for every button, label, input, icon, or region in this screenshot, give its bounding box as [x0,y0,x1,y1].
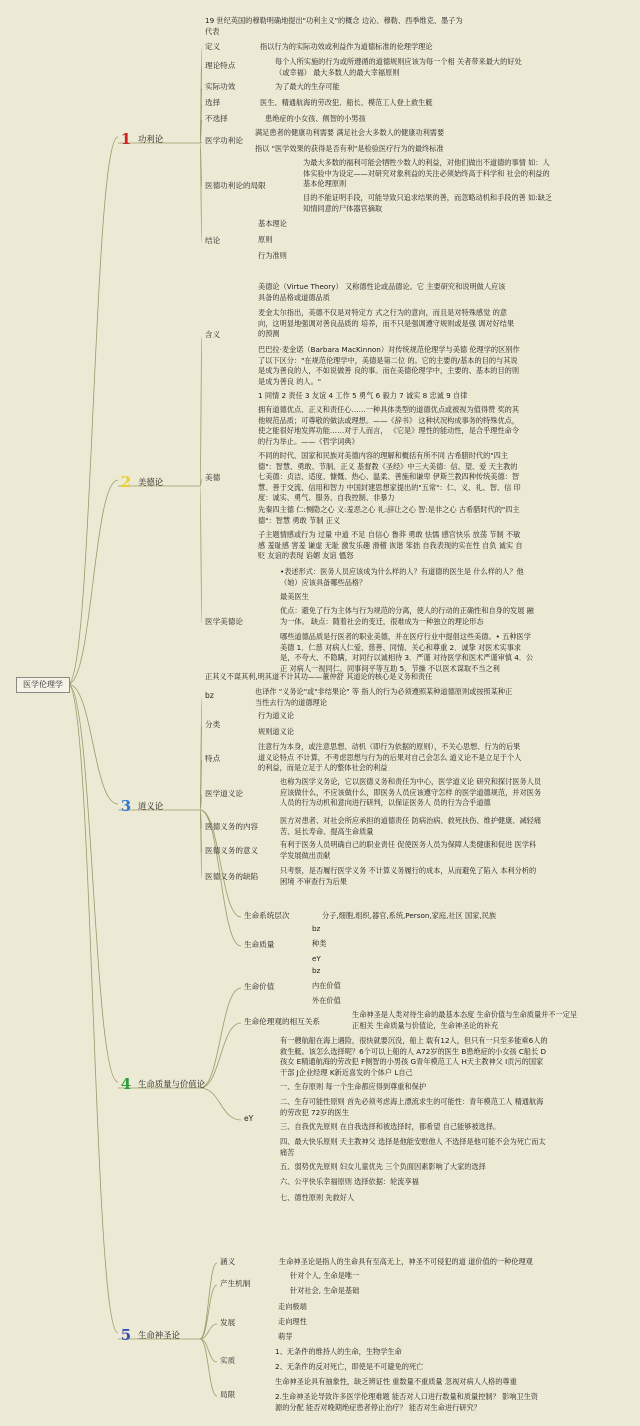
b2-virtue-1: 1 同情 2 责任 3 友谊 4 工作 5 勇气 6 毅力 7 诚实 8 忠诚 9 自律 [258,391,468,400]
b4-label-value: 生命价值 [244,982,275,991]
b1-effect: 为了最大的生存可能 [275,82,340,91]
b3-bz: 也译作 "义务论"或"非结果论" 等 指人的行为必须遵照某种道德原则或按照某种正当性去行为的道德理论 [255,687,513,707]
b3-class-1: 行为道义论 [258,711,294,720]
b5-origin-2: 针对社会, 生命是基础 [290,1286,360,1295]
b2-virtue-3: 不同的时代、国家和民族对美德内容的理解和概括有所不同 古希腊时代的"四主德"：智慧、勇敢、节制、正义 基督教《圣经》中三大美德：信、望、爱 天主教的七美德：贞洁、适度、慷慨、热心、温柔、善施和谦卑 伊斯兰教四种传统美德：智慧、善于交流、信用和智力 中国封建思想家提出的"五常"：仁、义、礼、智、信 印度：诚实、勇气、服务、自我控制、非暴力 [258,451,521,502]
b4-principle-2: 二、生存可能性原则 首先必须考虑海上漂流求生的可能性：青年模范工人 精通航海的劳改犯 72岁的医生 [280,1097,544,1117]
b2-virtue-5: 子主题情感或行为 过量 中道 不足 自信心 鲁莽 勇敢 怯懦 感官快乐 放荡 节制 不敏感 羞耻感 害羞 谦虚 无耻 激发乐趣 滑稽 诙谐 笨拙 自我表现的实在性 自负 诚实 自贬 友谊的表现 谄媚 友谊 慍怒 [258,530,523,560]
branch-sanctity [118,1326,180,1344]
branch-number: 4 [120,1075,132,1093]
b1-label-medutil: 医学功利论 [205,136,243,145]
b2-virtue-4: 先秦四主德 仁:恻隐之心 义:羞恶之心 礼:辞让之心 智:是非之心 古希腊时代的"四主德"：智慧 勇敢 节制 正义 [258,505,520,525]
b1-medutil-1: 满足患者的健康功利需要 满足社会大多数人的健康功利需要 [255,128,445,137]
b3-label-class: 分类 [205,720,221,729]
branch-label: 美德论 [138,477,164,487]
b2-medvirtue-4: 哪些道德品质是行医者的职业美德，并在医疗行业中提倡这些美德。• 五种医学美德 1．仁慈 对病人仁爱、慈善、同情、关心和尊重 2．诚挚 对医术实事求是，不夸大、不隐瞒，对同行以诚相待 3．严谨 对待医学和医术严谨审慎 4．公正 对病人一视同仁，同事间平等互助 5．节操 不以医术谋取不当之利 [280,632,534,673]
b3-feat: 注意行为本身，或注意思想、动机（即行为依据的原则），不关心思想、行为的后果 道义论特点 不计算，不考虑思想与行为的后果对自己会怎么 道义论不是立足于个人的利益，而是立足于人的整体社会的利益 [258,742,522,772]
b3-label-content: 医德义务的内容 [205,822,259,831]
branch-to-topic-line [200,988,241,1088]
b2-medvirtue-2: 最美医生 [280,592,309,601]
b1-def: 指以行为的实际功效或利益作为道德标准的伦理学理论 [260,42,433,51]
b5-dev-2: 走向理性 [278,1317,307,1326]
b1-label-theory: 理论特点 [205,61,236,70]
branch-label: 生命质量与价值论 [138,1079,205,1089]
branch-virtue [118,473,163,491]
b1-label-concl: 结论 [205,236,221,245]
b4-label-quality: 生命质量 [244,940,275,949]
b4-case: 有一艘航船在海上遇险，很快就要沉没，船上 载有12人，但只有一只至多能乘6人的救生艇。该怎么选择呢？6个可以上船的人 A72岁的医生 B患绝症的小女孩 C船长 D孩女 E精通航海的劳改犯 F侧智的小男孩 G青年模范工人 H天主教神父 I贡污的国家干部 J企业经理 K新近喜发的个体户 L自己 [280,1036,548,1077]
b1-label-choose: 选择 [205,98,221,107]
b1-label-effect: 实际功效 [205,82,236,91]
b3-meddy: 也称为医学义务论，它以医德义务和责任为中心，医学道义论 研究和探讨医务人员应该做什么，不应该做什么，即医务人员应该遵守怎样 的医学道德规范，并对医务人员的行为动机和意向进行研判，以保证医务人 员的行为合乎道德 [280,777,542,807]
b2-virtue-2: 拥有道德优点、正义和责任心……一种具体类型的道德优点或被视为值得赞 奖的其他规范品质；可尊敬的做法或理想。——《辞书》 这种状况构成事务的特殊优点，使之能很好地发挥功能……对于人而言， 《它是》理性的能动性，是合乎理性命令的行为举止。——《哲学词典》 [258,405,520,446]
b4-label-ey: eY [244,1114,254,1123]
b3-label-meaning: 医德义务的意义 [205,846,259,855]
b5-origin-1: 针对个人, 生命是唯一 [290,1271,360,1280]
b4-label-system: 生命系统层次 [244,911,290,920]
b3-flaw: 只考察，是否履行医学义务 不计算义务履行的成本，从而避免了陷入 本利分析的困境 不审查行为后果 [280,866,537,886]
b2-medvirtue-1: •表述形式：医务人员应该成为什么样的人？有道德的医生是 什么样的人？他（她）应该具备哪些品格？ [280,567,524,587]
b4-rel: 生命神圣是人类对待生命的最基本态度 生命价值与生命质量并不一定呈正相关 生命质量与价值论，生命神圣论的补充 [352,1010,578,1030]
b2-meaning-1: 美德论（Virtue Theory） 又称德性论或品德论。它 主要研究和说明做人应该 具备的品格或道德品质 [258,282,506,302]
b4-principle-4: 四、最大快乐原则 天主教神父 选择是他能安慰他人 不选择是他可能不会为死亡而太痛苦 [280,1137,546,1157]
branch-to-topic-line [200,1339,217,1396]
branch-quality-value [118,1075,205,1093]
b4-principle-3: 三、自我优先原则 在自我选择和被选择时，都希望 自己能够被选择。 [280,1122,501,1131]
b2-meaning-3: 巴巴拉·麦金诺（Barbara MacKinnon）对传统规范伦理学与美德 伦理学的区别作了以下区分："在规范伦理学中，美德是第二位 的。它的主要的/基本的目的与其说是成为善良的人，不如说做善 良的事。而在美德伦理学中，主要的、基本的目的则是成为善良 的人。" [258,345,520,386]
b3-label-feat: 特点 [205,754,221,763]
b3-class-2: 规则道义论 [258,727,294,736]
branch-to-topic-line [200,1023,241,1088]
b4-value-1: bz [312,966,321,975]
b4-value-2: 内在价值 [312,981,341,990]
branch-utilitarianism [118,130,163,148]
b5-label-origin: 产生机制 [220,1279,251,1288]
b5-dev-1: 走向极端 [278,1302,307,1311]
branch-number: 3 [120,797,132,815]
b1-choose: 医生、精通航海的劳改犯、船长、模范工人登上救生艇 [260,98,433,107]
b3-label-flaw: 医德义务的缺陷 [205,872,259,881]
root-to-branch-line [68,684,118,1333]
b4-system: 分子,细胞,组织,器官,系统,Person,家庭,社区 国家,民族 [322,911,497,920]
b5-limit-2: 2.生命神圣论导致许多医学伦理难题 能否对人口进行数量和质量控制？ 影响卫生资源的分配 能否对晚期绝症患者停止治疗？ 能否对生命进行研究？ [275,1392,538,1412]
b4-principle-1: 一、生存原则 每一个生命都应得到尊重和保护 [280,1082,427,1091]
root-node: 医学伦理学 [16,677,70,693]
b2-meaning-2: 麦金太尔指出，美德不仅是对特定方 式之行为的意向，而且是对特殊感觉 的意向，这明显地强调对善良品质的 培养，而不只是强调遵守规则或是强 调对好结果的预测 [258,308,515,338]
root-to-branch-line [68,137,118,684]
branch-label: 道义论 [138,801,164,811]
b4-value-3: 外在价值 [312,996,341,1005]
b5-label-limit: 局限 [220,1390,236,1399]
b1-medutil-2: 指以 "医学效果的获得是否有利"是检验医疗行为的最终标准 [255,144,444,153]
branch-to-topic-line [200,336,202,486]
branch-to-topic-line [200,486,202,623]
b1-theory: 每个人所实施的行为或所遵循的道德规则应该为每一个相 关者带来最大的好处（或幸福） 最大多数人的最大幸福原则 [275,57,522,77]
b4-quality-1: bz [312,924,321,933]
b5-dev-3: 萌芽 [278,1332,293,1341]
b4-label-rel: 生命伦理观的相互关系 [244,1017,320,1026]
b1-concl-2: 原则 [258,235,273,244]
b1-label-nochoose: 不选择 [205,114,228,123]
b5-essence-2: 2、无条件的反对死亡，即使是不可避免的死亡 [275,1362,424,1371]
branch-label: 功利论 [138,134,164,144]
b3-top: 正其义不谋其利,明其道不计其功——董仲舒 其道论的核心是义务和责任 [205,672,433,681]
b2-label-medvirtue: 医学美德论 [205,617,243,626]
b2-label-meaning: 含义 [205,330,221,339]
branch-number: 1 [120,130,132,148]
b3-label-bz: bz [205,691,214,700]
b1-intro: 19 世纪英国的穆勒明确地提出"功利主义"的概念 边沁、穆勒、西季维克、墨子为代表 [205,16,463,36]
branch-to-topic-line [200,1263,217,1339]
branch-to-topic-line [200,1339,217,1362]
branch-number: 2 [120,473,132,491]
b1-nochoose: 患绝症的小女孩、侧智的小男孩 [265,114,366,123]
b1-label-def: 定义 [205,42,221,51]
b5-limit-1: 生命神圣论具有抽象性，缺乏辨证性 重数量不重质量 忽视对病人人格的尊重 [275,1377,517,1386]
b5-label-meaning: 涵义 [220,1257,236,1266]
b4-quality-3: eY [312,954,321,963]
b1-label-limit: 医德功利论的局限 [205,181,266,190]
b5-meaning: 生命神圣论是指人的生命具有至高无上，神圣不可侵犯的道 道价值的一种伦理观 [279,1257,533,1266]
b5-label-essence: 实质 [220,1356,236,1365]
b1-limit-1: 为最大多数的福利可能会牺牲少数人的利益，对他们做出不道德的事情 如：人体实验中为设定——对研究对象利益的关注必须始终高于科学和 社会的利益的基本伦理原则 [303,158,550,188]
b5-label-dev: 发展 [220,1318,236,1327]
branch-number: 5 [120,1326,132,1344]
b5-essence-1: 1、无条件的维持人的生命，生物学生命 [275,1347,402,1356]
b3-content: 医方对患者、对社会所应承担的道德责任 防病治病、救死扶伤、维护健康、减轻痛苦、延长寿命、提高生命质量 [280,816,542,836]
branch-to-topic-line [200,1088,241,1120]
branch-deontology [118,797,163,815]
root-to-branch-line [68,480,118,684]
b3-meaning: 有利于医务人员明确自己的职业责任 促使医务人员为保障人类健康和促进 医学科学发展做出贡献 [280,840,537,860]
b1-concl-3: 行为准则 [258,251,287,260]
b1-concl-1: 基本理论 [258,219,287,228]
b4-principle-5: 五、弱势优先原则 妇女儿童优先 三个负面因素影响了大家的选择 [280,1162,486,1171]
b2-medvirtue-3: 优点：避免了行为主体与行为规范的分离，使人的行动的正确性和自身的发展 融为一体。 缺点：随着社会的变迁，很难成为一种独立的理论形态 [280,606,534,626]
root-to-branch-line [68,684,118,804]
b4-quality-2: 种类 [312,939,327,948]
b4-principle-6: 六、公平快乐幸福原则 选择依据：轮流享福 [280,1177,419,1186]
b1-limit-2: 目的不能证明手段，可能导致只追求结果的善，而忽略动机和手段的善 如:缺乏知情同意的尸体器官摘取 [303,193,553,213]
b3-label-meddy: 医学道义论 [205,789,243,798]
b4-principle-7: 七、德性原则 先救好人 [280,1193,355,1202]
branch-label: 生命神圣论 [138,1330,180,1340]
b2-label-virtue: 美德 [205,473,221,482]
